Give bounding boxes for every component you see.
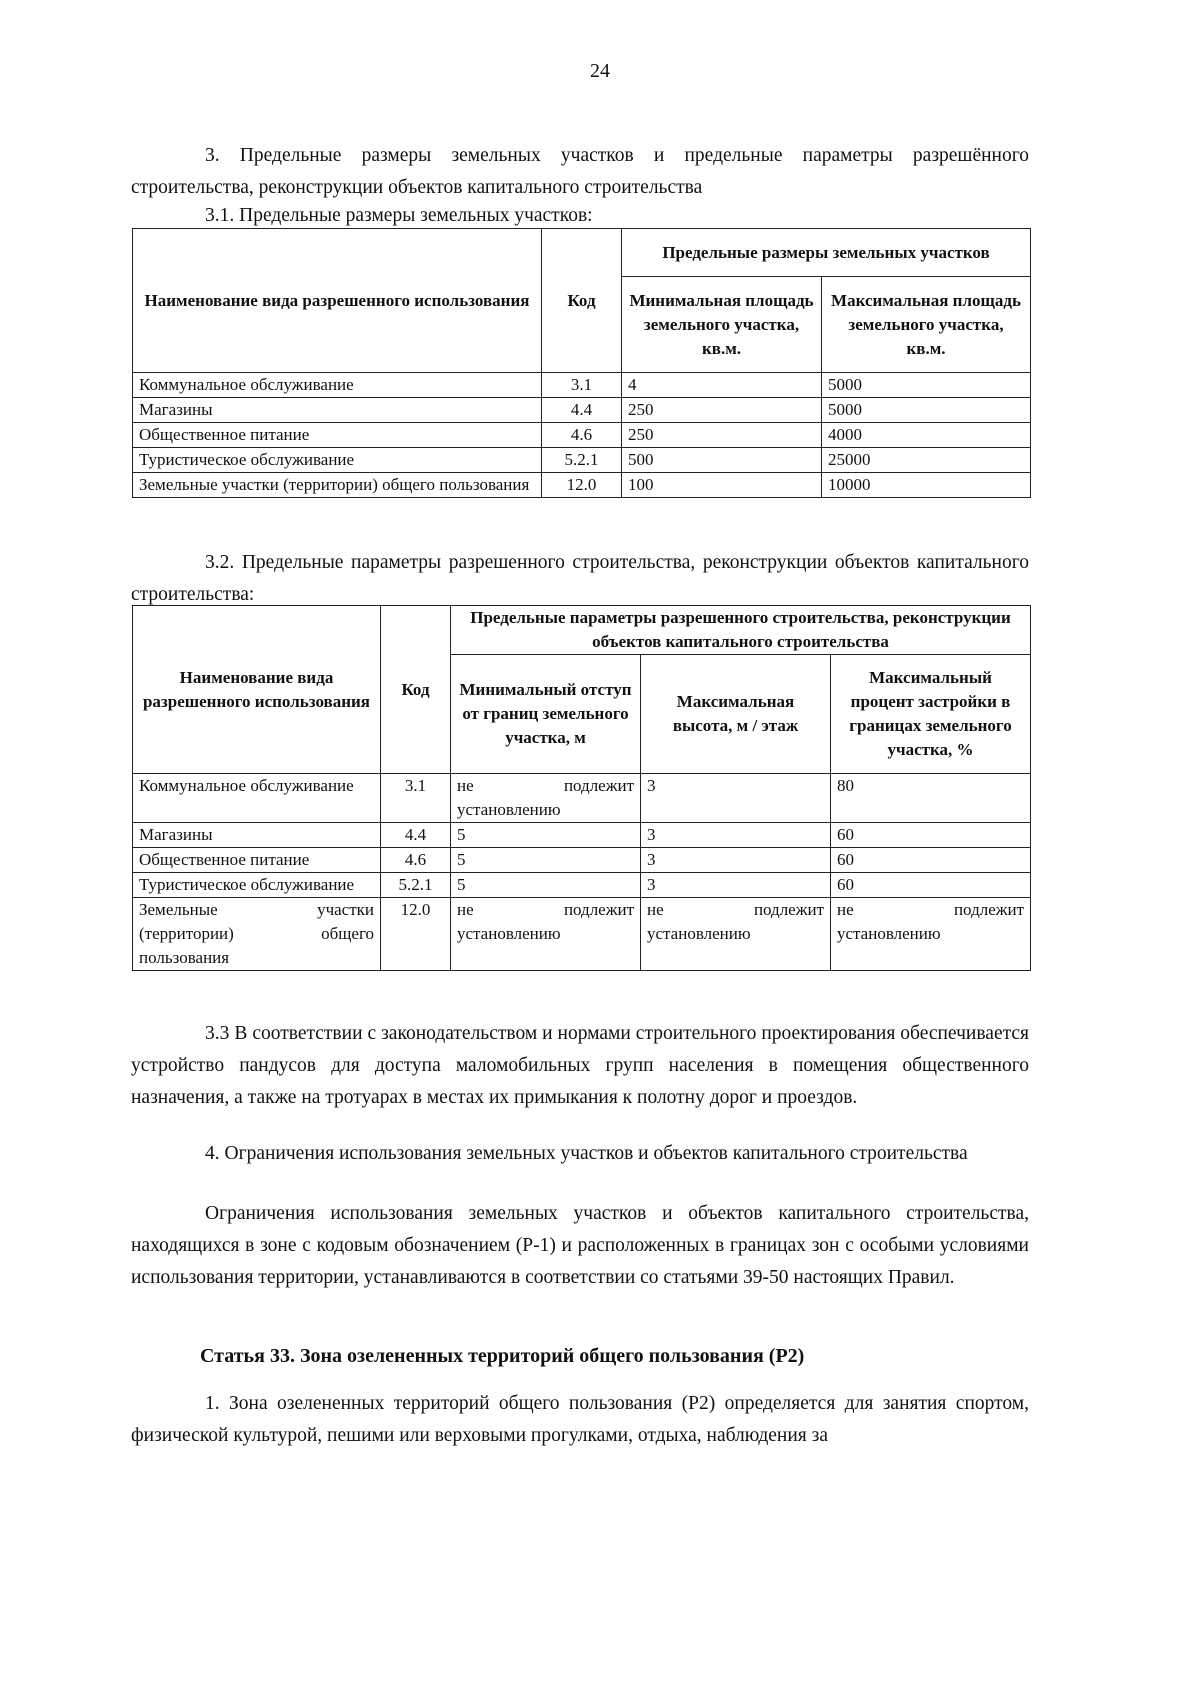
t2-cell-code: 4.6: [381, 848, 451, 873]
t2-cell-name: Общественное питание: [133, 848, 381, 873]
t2-cell-height: 3: [641, 823, 831, 848]
t2-cell-code: 4.4: [381, 823, 451, 848]
t1-cell-min: 250: [622, 398, 822, 423]
t2-cell-coverage: 60: [831, 873, 1031, 898]
table-row: [133, 823, 1031, 848]
t2-header-height: Максимальная высота, м / этаж: [641, 655, 831, 774]
page-number: 24: [590, 60, 610, 82]
table-construction-parameters: [132, 605, 1031, 971]
t1-cell-name: Туристическое обслуживание: [133, 448, 542, 473]
t1-header-min: Минимальная площадь земельного участка, кв.м.: [622, 277, 822, 373]
paragraph-4-title: 4. Ограничения использования земельных участков и объектов капитального строительства: [205, 1143, 968, 1164]
t1-cell-min: 250: [622, 423, 822, 448]
t1-cell-name: Земельные участки (территории) общего пользования: [133, 473, 542, 498]
t2-cell-setback: не подлежит установлению: [451, 898, 641, 971]
t2-cell-coverage: 80: [831, 774, 1031, 823]
t2-cell-name: Туристическое обслуживание: [133, 873, 381, 898]
t1-cell-code: 4.4: [542, 398, 622, 423]
t2-cell-setback: не подлежит установлению: [451, 774, 641, 823]
paragraph-article-33-1: 1. Зона озелененных территорий общего пользования (Р2) определяется для занятия спортом, физической культурой, пешими или верховыми прогулками, отдыха, наблюдения за: [131, 1393, 1029, 1446]
t1-header-code: Код: [542, 229, 622, 373]
table-row: [133, 398, 1031, 423]
t2-cell-coverage: 60: [831, 823, 1031, 848]
t1-cell-code: 4.6: [542, 423, 622, 448]
table-row: [133, 473, 1031, 498]
t2-cell-coverage: 60: [831, 848, 1031, 873]
t2-cell-code: 3.1: [381, 774, 451, 823]
t1-cell-code: 12.0: [542, 473, 622, 498]
t2-cell-setback: 5: [451, 873, 641, 898]
t1-header-name: Наименование вида разрешенного использования: [133, 229, 542, 373]
section-3-title: 3. Предельные размеры земельных участков и предельные параметры разрешённого строительства, реконструкции объектов капитального строительства: [131, 145, 1029, 198]
t1-cell-name: Общественное питание: [133, 423, 542, 448]
table-land-plot-sizes: [132, 228, 1031, 498]
t2-cell-height: 3: [641, 848, 831, 873]
t2-cell-code: 5.2.1: [381, 873, 451, 898]
t2-cell-height: 3: [641, 873, 831, 898]
t2-header-coverage: Максимальный процент застройки в границах земельного участка, %: [831, 655, 1031, 774]
t2-header-group: Предельные параметры разрешенного строительства, реконструкции объектов капитального строительства: [451, 606, 1031, 655]
t2-cell-code: 12.0: [381, 898, 451, 971]
t1-cell-max: 10000: [822, 473, 1031, 498]
table-row: [133, 873, 1031, 898]
t2-cell-coverage: не подлежит установлению: [831, 898, 1031, 971]
t1-cell-min: 500: [622, 448, 822, 473]
t2-cell-name: Магазины: [133, 823, 381, 848]
t2-cell-height: 3: [641, 774, 831, 823]
t2-cell-name: Коммунальное обслуживание: [133, 774, 381, 823]
t1-cell-code: 3.1: [542, 373, 622, 398]
paragraph-4-body: Ограничения использования земельных участков и объектов капитального строительства, находящихся в зоне с кодовым обозначением (Р-1) и расположенных в границах зон с особыми условиями использования территории, устанавливаются в соответствии со статьями 39-50 настоящих Правил.: [131, 1203, 1029, 1288]
t1-cell-min: 4: [622, 373, 822, 398]
table-row: [133, 898, 1031, 971]
table1-caption: 3.1. Предельные размеры земельных участков:: [205, 205, 593, 226]
t2-cell-name: Земельные участки (территории) общего пользования: [133, 898, 381, 971]
table-row: [133, 448, 1031, 473]
t1-cell-min: 100: [622, 473, 822, 498]
t1-cell-code: 5.2.1: [542, 448, 622, 473]
t1-cell-name: Магазины: [133, 398, 542, 423]
t2-header-name: Наименование вида разрешенного использования: [133, 606, 381, 774]
paragraph-3-3: 3.3 В соответствии с законодательством и нормами строительного проектирования обеспечивается устройство пандусов для доступа маломобильных групп населения в помещения общественного назначения, а также на тротуарах в местах их примыкания к полотну дорог и проездов.: [131, 1023, 1029, 1108]
table-row: [133, 423, 1031, 448]
table-row: [133, 373, 1031, 398]
t1-header-group: Предельные размеры земельных участков: [622, 229, 1031, 277]
t2-header-code: Код: [381, 606, 451, 774]
table-row: [133, 848, 1031, 873]
t2-cell-setback: 5: [451, 848, 641, 873]
t1-cell-name: Коммунальное обслуживание: [133, 373, 542, 398]
t1-cell-max: 5000: [822, 373, 1031, 398]
table-row: [133, 774, 1031, 823]
t2-cell-setback: 5: [451, 823, 641, 848]
t1-header-max: Максимальная площадь земельного участка, кв.м.: [822, 277, 1031, 373]
t2-cell-height: не подлежит установлению: [641, 898, 831, 971]
t1-cell-max: 5000: [822, 398, 1031, 423]
t2-header-setback: Минимальный отступ от границ земельного участка, м: [451, 655, 641, 774]
table2-caption: 3.2. Предельные параметры разрешенного строительства, реконструкции объектов капитального строительства:: [131, 552, 1029, 605]
t1-cell-max: 25000: [822, 448, 1031, 473]
t1-cell-max: 4000: [822, 423, 1031, 448]
article-33-heading: Статья 33. Зона озелененных территорий общего пользования (Р2): [200, 1345, 805, 1367]
